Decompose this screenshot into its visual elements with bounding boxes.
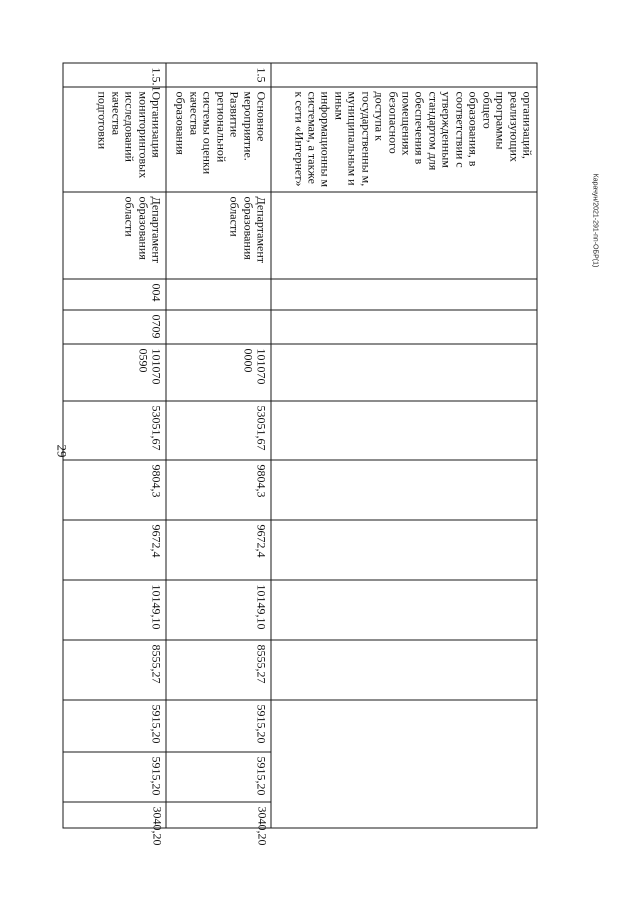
table-cell: Департамент образования области <box>166 192 271 279</box>
table-cell: 53051,67 <box>63 401 166 460</box>
table-cell <box>271 279 537 310</box>
document-side-code: Карачун/2021-291-пп-ОБР(1) <box>591 173 599 267</box>
table-cell: 9672,4 <box>166 520 271 580</box>
table-cell <box>271 640 537 700</box>
table-cell: 1.5 <box>166 63 271 87</box>
table-cell: 101070 0000 <box>166 344 271 401</box>
table-cell: 3040,20 <box>63 802 166 828</box>
table-cell: 10149,10 <box>63 580 166 640</box>
table-cell: 101070 0590 <box>63 344 166 401</box>
table-cell: 9804,3 <box>63 460 166 520</box>
table-cell: 8555,27 <box>63 640 166 700</box>
table-cell: 5915,20 <box>63 752 166 802</box>
table-cell <box>271 460 537 520</box>
table-cell: 004 <box>63 279 166 310</box>
table-cell: 9672,4 <box>63 520 166 580</box>
budget-table <box>62 63 537 846</box>
page-number: 29 <box>54 444 69 458</box>
table-row <box>63 63 166 828</box>
table-cell <box>166 310 271 344</box>
rotated-table-wrapper <box>63 63 537 846</box>
table-cell <box>271 401 537 460</box>
table-cell: 5915,20 <box>63 700 166 752</box>
table-cell <box>271 520 537 580</box>
table-cell <box>271 310 537 344</box>
table-row <box>166 63 271 828</box>
table-cell <box>271 700 537 828</box>
table-cell <box>271 344 537 401</box>
table-cell: Департамент образования области <box>63 192 166 279</box>
table-cell: 5915,20 <box>166 752 271 802</box>
table-cell: 0709 <box>63 310 166 344</box>
table-cell <box>271 63 537 87</box>
table-cell: Основное мероприятие. Развитие региональной системы оценки качества образования <box>166 87 271 192</box>
table-row <box>271 63 537 828</box>
table-cell <box>271 192 537 279</box>
table-cell: организаций, реализующих программы общего образования, в соответствии с утвержденным стандартом для обеспечения в помещениях безопасного доступа к государственны м, муниципальным и иным информационны м системам, а также к сети «Интернет» <box>271 87 537 192</box>
table-cell: 9804,3 <box>166 460 271 520</box>
table-cell: Организация мониторинговых исследований качества подготовки <box>63 87 166 192</box>
table-cell: 5915,20 <box>166 700 271 752</box>
table-cell: 1.5.1 <box>63 63 166 87</box>
table-cell: 53051,67 <box>166 401 271 460</box>
table-cell <box>271 580 537 640</box>
table-cell: 8555,27 <box>166 640 271 700</box>
table-cell <box>166 279 271 310</box>
table-cell: 3040,20 <box>166 802 271 828</box>
table-cell: 10149,10 <box>166 580 271 640</box>
